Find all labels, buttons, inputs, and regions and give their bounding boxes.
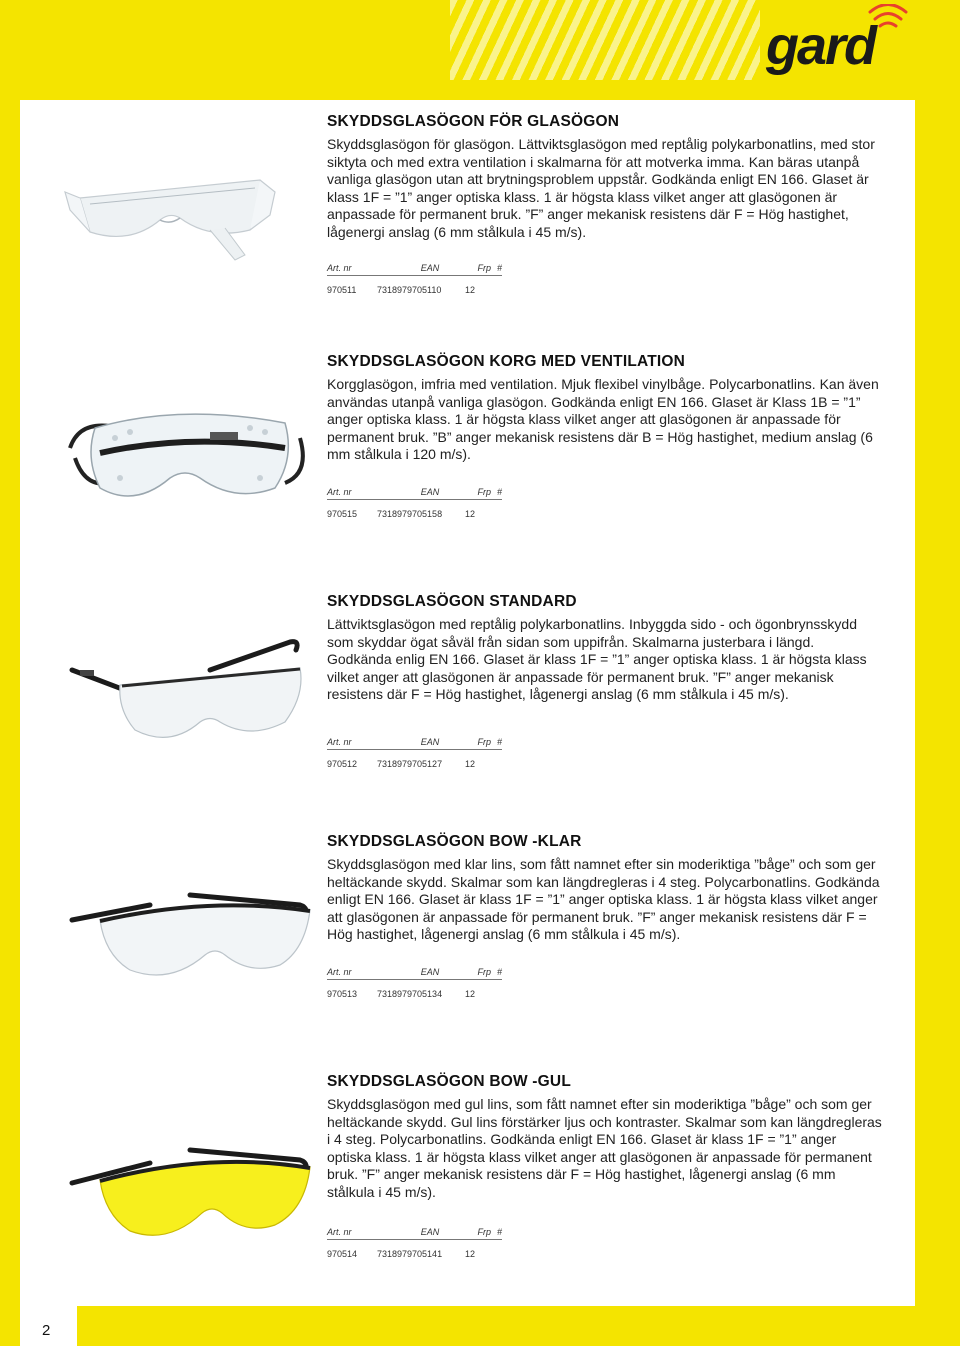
spec-row (327, 759, 502, 769)
ean-header: EAN (420, 263, 440, 273)
frp-header: Frp (477, 263, 491, 273)
frp-value: 12 (465, 509, 476, 519)
art-nr: 970512 (327, 759, 358, 769)
art-nr: 970511 (327, 285, 357, 295)
ean-header: EAN (420, 1227, 440, 1237)
hash-header: # (496, 487, 502, 497)
spec-row (327, 509, 502, 519)
art-header: Art. nr (327, 1227, 352, 1237)
product-text (327, 592, 882, 704)
spec-table (327, 962, 502, 999)
frp-header: Frp (477, 487, 491, 497)
ean-code: 7318979705158 (377, 509, 443, 519)
ean-header: EAN (420, 737, 440, 747)
product-title: SKYDDSGLASÖGON KORG MED VENTILATION (327, 353, 686, 370)
frp-header: Frp (477, 737, 491, 747)
ean-code: 7318979705127 (377, 759, 443, 769)
product-description: Skyddsglasögon för glasögon. Lättviktsglasögon med reptålig polykarbonatlins, med stor siktyta och med extra ventilation i skalmarna för att motverka imma. Kan bäras utanpå vanliga glasögon utan att brytningsproblem uppstår. Godkända enligt EN 166. Glaset är klass 1F = ”1” anger optiska klass. 1 är högsta klass vilket anger att glasögonen är anpassade för permanent bruk. ”F” anger mekanisk resistens där F = Hög hastighet, lågenergi anslag (6 mm stålkula i 45 m/s). (327, 136, 875, 240)
vented-goggles-icon (60, 388, 310, 518)
hash-header: # (496, 263, 502, 273)
spec-header (327, 482, 502, 500)
product-text (327, 112, 882, 242)
frp-value: 12 (465, 759, 476, 769)
hash-header: # (496, 1227, 502, 1237)
svg-text:gard: gard (766, 16, 876, 76)
gard-logo-icon (762, 4, 922, 80)
ean-header: EAN (420, 967, 440, 977)
frp-value: 12 (465, 989, 476, 999)
product-text (327, 832, 882, 944)
product-title: SKYDDSGLASÖGON BOW -KLAR (327, 833, 582, 850)
bow-yellow-glasses-icon (60, 1125, 320, 1250)
spec-row (327, 989, 502, 999)
page-number: 2 (42, 1322, 51, 1339)
spec-table (327, 258, 502, 295)
frp-value: 12 (465, 285, 476, 295)
content-panel (20, 100, 915, 1306)
art-nr: 970515 (327, 509, 358, 519)
spec-table (327, 482, 502, 519)
hash-header: # (496, 737, 502, 747)
product-title: SKYDDSGLASÖGON FÖR GLASÖGON (327, 113, 620, 130)
spec-row (327, 285, 502, 295)
art-header: Art. nr (327, 737, 352, 747)
art-nr: 970513 (327, 989, 358, 999)
product-description: Lättviktsglasögon med reptålig polykarbonatlins. Inbyggda sido - och ögonbrynsskydd som skyddar ögat såväl från sidan som uppifrån. Skalmarna justerbara i längd. Godkända enlig EN 166. Glaset är klass 1F = ”1” anger optiska klass. 1 är högsta klass vilket anger att glasögonen är anpassade för permanent bruk. ”F” anger mekanisk resistens där F = Hög hastighet, lågenergi anslag (6 mm stålkula i 45 m/s). (327, 616, 867, 703)
ean-header: EAN (420, 487, 440, 497)
art-header: Art. nr (327, 263, 352, 273)
ean-code: 7318979705134 (377, 989, 443, 999)
product-description: Skyddsglasögon med gul lins, som fått namnet efter sin moderiktiga ”båge” och som ger heltäckande skydd. Gul lins förstärker ljus och kontraster. Skalmar som kan längdregleras i 4 steg. Polycarbonatlins. Godkända enligt EN 166. Glaset är klass 1F = ”1” anger optiska klass. 1 är högsta klass vilket anger att glasögonen är anpassade för permanent bruk. ”F” anger mekanisk resistens där F = Hög hastighet, lågenergi anslag (6 mm stålkula i 45 m/s). (327, 1096, 882, 1200)
art-header: Art. nr (327, 487, 352, 497)
frp-header: Frp (477, 967, 491, 977)
art-nr: 970514 (327, 1249, 358, 1259)
spec-header (327, 1222, 502, 1240)
spec-header (327, 732, 502, 750)
frp-header: Frp (477, 1227, 491, 1237)
art-header: Art. nr (327, 967, 352, 977)
spec-table (327, 1222, 502, 1259)
product-text (327, 352, 882, 464)
ean-code: 7318979705110 (377, 285, 442, 295)
spec-header (327, 962, 502, 980)
ean-code: 7318979705141 (377, 1249, 443, 1259)
bow-clear-glasses-icon (60, 875, 320, 990)
product-description: Skyddsglasögon med klar lins, som fått namnet efter sin moderiktiga ”båge” och som ger heltäckande skydd. Skalmar som kan längdregleras i 4 steg. Polycarbonatlins. Godkända enligt EN 166. Glaset är klass 1F = ”1” anger optiska klass. 1 är högsta klass vilket anger att glasögonen är anpassade för permanent bruk. ”F” anger mekanisk resistens där F = Hög hastighet, lågenergi anslag (6 mm stålkula i 45 m/s). (327, 856, 880, 943)
product-title: SKYDDSGLASÖGON BOW -GUL (327, 1073, 571, 1090)
hash-header: # (496, 967, 502, 977)
spec-header (327, 258, 502, 276)
product-description: Korgglasögon, imfria med ventilation. Mjuk flexibel vinylbåge. Polycarbonatlins. Kan även användas utanpå vanliga glasögon. Godkända enligt EN 166. Glaset är Klass 1B = ”1” anger optiska klass. 1 är högsta klass vilket anger att glasögonen är anpassade för permanent bruk. ”B” anger mekanisk resistens där B = Hög hastighet, medium anslag (6 mm stålkula i 120 m/s). (327, 376, 879, 463)
standard-glasses-icon (60, 630, 320, 750)
page-header (0, 0, 960, 100)
decorative-stripes (450, 0, 760, 80)
product-title: SKYDDSGLASÖGON STANDARD (327, 593, 577, 610)
clear-overspectacles-icon (60, 170, 280, 280)
spec-row (327, 1249, 502, 1259)
product-text (327, 1072, 882, 1202)
frp-value: 12 (465, 1249, 476, 1259)
spec-table (327, 732, 502, 769)
